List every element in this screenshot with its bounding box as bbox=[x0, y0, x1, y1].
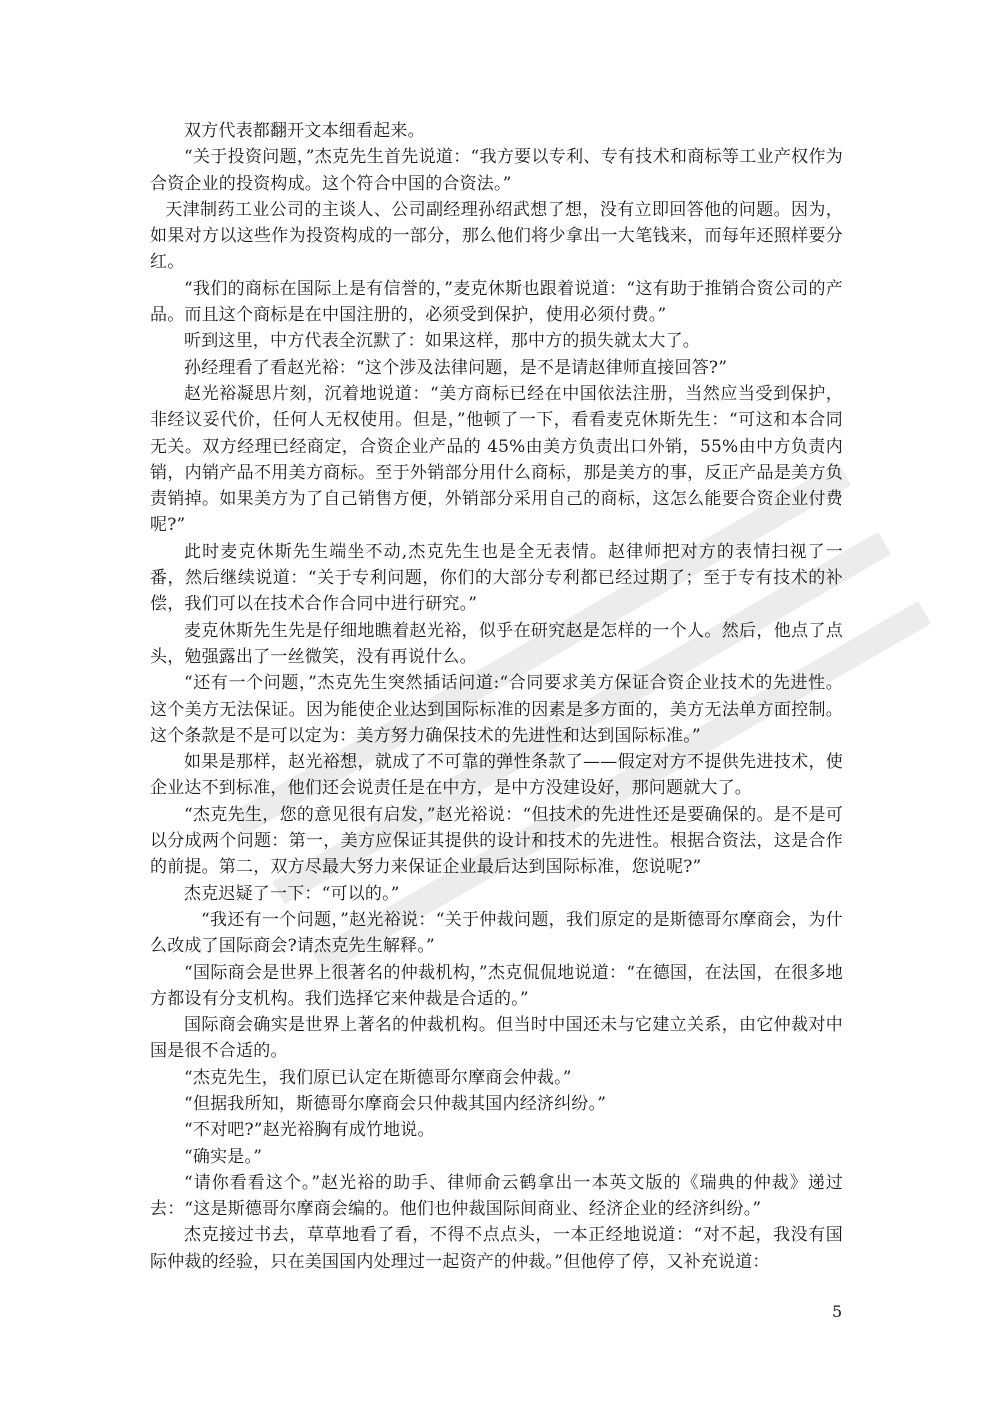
paragraph: “还有一个问题，”杰克先生突然插话问道:“合同要求美方保证合资企业技术的先进性。这个美方无法保证。因为能使企业达到国际标准的因素是多方面的，美方无法单方面控制。这个条款是不是可以定为：美方努力确保技术的先进性和达到国际标准。” bbox=[150, 673, 843, 746]
page-number: 5 bbox=[832, 1302, 843, 1321]
paragraph: “杰克先生，您的意见很有启发，”赵光裕说：“但技术的先进性还是要确保的。是不是可以分成两个问题：第一，美方应保证其提供的设计和技术的先进性。根据合资法，这是合作的前提。第二，双方尽最大努力来保证企业最后达到国际标准，您说呢?” bbox=[150, 804, 843, 878]
paragraph: 赵光裕凝思片刻，沉着地说道：“美方商标已经在中国依法注册，当然应当受到保护，非经议妥代价，任何人无权使用。但是，”他顿了一下，看看麦克休斯先生：“可这和本合同无关。双方经理已经商定，合资企业产品的 45%由美方负责出口外销，55%由中方负责内销，内销产品不用美方商标。至于外销部分用什么商标，那是美方的事，反正产品是美方负责销掉。如果美方为了自己销售方便，外销部分采用自己的商标，这怎么能要合资企业付费呢?” bbox=[150, 383, 843, 536]
body-text bbox=[150, 118, 843, 1275]
paragraph: “关于投资问题，”杰克先生首先说道：“我方要以专利、专有技术和商标等工业产权作为合资企业的投资构成。这个符合中国的合资法。” bbox=[150, 147, 843, 194]
paragraph: “我还有一个问题，”赵光裕说：“关于仲裁问题，我们原定的是斯德哥尔摩商会，为什么改成了国际商会?请杰克先生解释。” bbox=[150, 909, 843, 957]
paragraph: “但据我所知，斯德哥尔摩商会只仲裁其国内经济纠纷。” bbox=[184, 1093, 607, 1114]
paragraph: 如果是那样，赵光裕想，就成了不可靠的弹性条款了——假定对方不提供先进技术，使企业达不到标准，他们还会说责任是在中方，是中方没建设好，那问题就大了。 bbox=[150, 752, 843, 799]
paragraph: 此时麦克休斯先生端坐不动,杰克先生也是全无表情。赵律师把对方的表情扫视了一番，然后继续说道：“关于专利问题，你们的大部分专利都已经过期了；至于专有技术的补偿，我们可以在技术合作合同中进行研究。” bbox=[150, 541, 843, 615]
paragraph: 孙经理看了看赵光裕：“这个涉及法律问题，是不是请赵律师直接回答?” bbox=[184, 357, 728, 378]
paragraph: 听到这里，中方代表全沉默了：如果这样，那中方的损失就太大了。 bbox=[184, 331, 700, 352]
paragraph: 天津制药工业公司的主谈人、公司副经理孙绍武想了想，没有立即回答他的问题。因为，如果对方以这些作为投资构成的一部分，那么他们将少拿出一大笔钱来，而每年还照样要分红。 bbox=[150, 199, 843, 273]
paragraph: 杰克接过书去，草草地看了看，不得不点点头，一本正经地说道：“对不起，我没有国际仲裁的经验，只在美国国内处理过一起资产的仲裁。”但他停了停，又补充说道： bbox=[150, 1225, 843, 1272]
paragraph: “确实是。” bbox=[184, 1146, 263, 1167]
paragraph: “我们的商标在国际上是有信誉的，”麦克休斯也跟着说道：“这有助于推销合资公司的产品。而且这个商标是在中国注册的，必须受到保护，使用必须付费。” bbox=[150, 278, 843, 326]
paragraph: 杰克迟疑了一下：“可以的。” bbox=[184, 883, 400, 904]
paragraph: “不对吧?”赵光裕胸有成竹地说。 bbox=[184, 1120, 435, 1141]
paragraph: “国际商会是世界上很著名的仲裁机构，”杰克侃侃地说道：“在德国，在法国，在很多地方都设有分支机构。我们选择它来仲裁是合适的。” bbox=[150, 962, 843, 1009]
paragraph: 麦克休斯先生先是仔细地瞧着赵光裕，似乎在研究赵是怎样的一个人。然后，他点了点头，勉强露出了一丝微笑，没有再说什么。 bbox=[150, 620, 843, 667]
paragraph: “杰克先生，我们原已认定在斯德哥尔摩商会仲裁。” bbox=[184, 1067, 572, 1088]
paragraph: 国际商会确实是世界上著名的仲裁机构。但当时中国还未与它建立关系，由它仲裁对中国是很不合适的。 bbox=[150, 1015, 843, 1062]
paragraph: “请你看看这个。”赵光裕的助手、律师俞云鹤拿出一本英文版的《瑞典的仲裁》递过去：“这是斯德哥尔摩商会编的。他们也仲裁国际间商业、经济企业的经济纠纷。” bbox=[150, 1172, 843, 1220]
paragraph: 双方代表都翻开文本细看起来。 bbox=[184, 121, 425, 141]
